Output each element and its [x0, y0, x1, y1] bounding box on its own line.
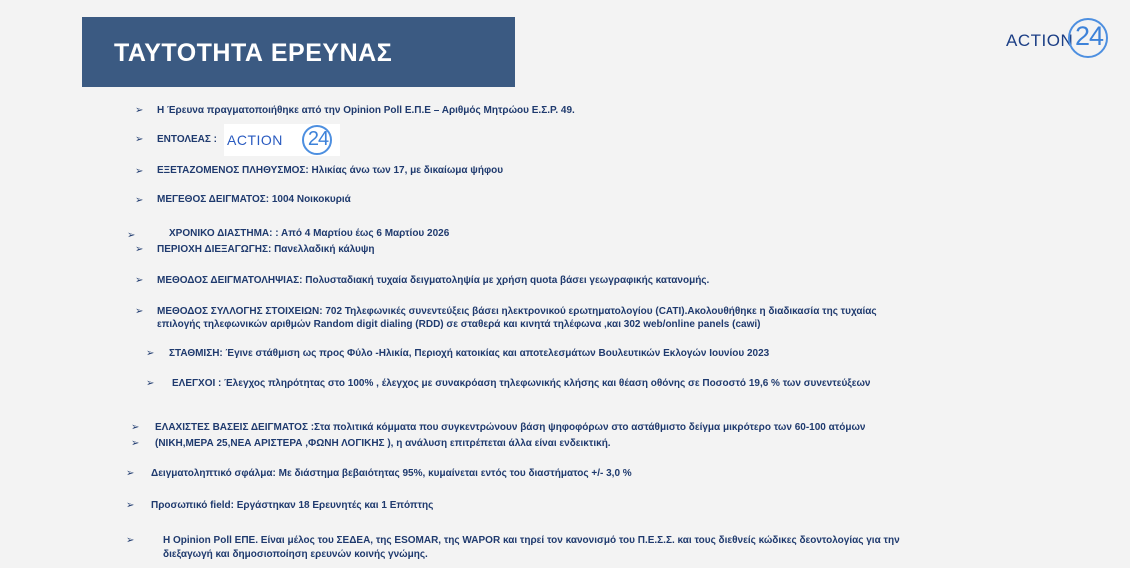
logo-word: ACTION	[1006, 31, 1074, 50]
arrow-bullet-icon: ➢	[131, 438, 140, 449]
client-label: ΕΝΤΟΛΕΑΣ :	[157, 134, 217, 145]
sampling-method-line: ΜΕΘΟΔΟΣ ΔΕΙΓΜΑΤΟΛΗΨΙΑΣ: Πολυσταδιακή τυχαία δειγματοληψία με χρήση quota βάσει γεωγραφικής κατανομής.	[157, 275, 710, 286]
min-sample-bases-line-2: (ΝΙΚΗ,ΜΕΡΑ 25,ΝΕΑ ΑΡΙΣΤΕΡΑ ,ΦΩΝΗ ΛΟΓΙΚΗΣ ), η ανάλυση επιτρέπεται άλλα είναι ενδεικτική.	[155, 438, 611, 449]
arrow-bullet-icon: ➢	[135, 195, 144, 206]
client-logo-word: ACTION	[227, 132, 283, 148]
arrow-bullet-icon: ➢	[126, 500, 135, 511]
data-collection-line-1: ΜΕΘΟΔΟΣ ΣΥΛΛΟΓΗΣ ΣΤΟΙΧΕΙΩΝ: 702 Τηλεφωνικές συνεντεύξεις βάσει ηλεκτρονικού ερωτηματολογίου (CATI).Ακολουθήθηκε η διαδικασία της τυχαίας	[157, 306, 877, 317]
controls-line: ΕΛΕΓΧΟΙ : Έλεγχος πληρότητας στο 100% , έλεγχος με συνακρόαση τηλεφωνικής κλήσης και θέαση οθόνης σε Ποσοστό 19,6 % των συνεντεύξεων	[172, 378, 871, 389]
action24-logo	[1006, 18, 1110, 62]
slide-title: ΤΑΥΤΟΤΗΤΑ ΕΡΕΥΝΑΣ	[114, 39, 393, 67]
arrow-bullet-icon: ➢	[135, 166, 144, 177]
arrow-bullet-icon: ➢	[146, 348, 155, 359]
weighting-line: ΣΤΑΘΜΙΣΗ: Έγινε στάθμιση ως προς Φύλο -Ηλικία, Περιοχή κατοικίας και αποτελεσμάτων Βουλευτικών Εκλογών Ιουνίου 2023	[169, 348, 770, 359]
arrow-bullet-icon: ➢	[135, 306, 144, 317]
arrow-bullet-icon: ➢	[126, 468, 135, 479]
min-sample-bases-line-1: ΕΛΑΧΙΣΤΕΣ ΒΑΣΕΙΣ ΔΕΙΓΜΑΤΟΣ :Στα πολιτικά κόμματα που συγκεντρώνουν βάση ψηφοφόρων στο αστάθμιστο δείγμα μικρότερο των 60-100 ατόμων	[155, 422, 866, 433]
arrow-bullet-icon: ➢	[126, 535, 135, 546]
population-line: ΕΞΕΤΑΖΟΜΕΝΟΣ ΠΛΗΘΥΣΜΟΣ: Ηλικίας άνω των 17, με δικαίωμα ψήφου	[157, 165, 504, 176]
membership-line-1: Η Opinion Poll ΕΠΕ. Είναι μέλος του ΣΕΔΕΑ, της ESOMAR, της WAPOR και τηρεί τον κανονισμό του Π.Ε.Σ.Σ. και τους διεθνείς κώδικες δεοντολογίας για την	[163, 535, 900, 546]
sample-size-line: ΜΕΓΕΘΟΣ ΔΕΙΓΜΑΤΟΣ: 1004 Νοικοκυριά	[157, 194, 351, 205]
client-logo	[224, 124, 340, 156]
arrow-bullet-icon: ➢	[127, 230, 136, 241]
arrow-bullet-icon: ➢	[135, 105, 144, 116]
title-banner	[82, 17, 515, 87]
data-collection-line-2: επιλογής τηλεφωνικών αριθμών Random digit dialing (RDD) σε σταθερά και κινητά τηλέφωνα ,και 302 web/online panels (cawi)	[157, 319, 761, 330]
arrow-bullet-icon: ➢	[135, 244, 144, 255]
field-staff-line: Προσωπικό field: Εργάστηκαν 18 Ερευνητές και 1 Επόπτης	[151, 500, 434, 511]
time-period-line: ΧΡΟΝΙΚΟ ΔΙΑΣΤΗΜΑ: : Από 4 Μαρτίου έως 6 Μαρτίου 2026	[169, 228, 450, 239]
survey-company-line: Η Έρευνα πραγματοποιήθηκε από την Opinion Poll Ε.Π.Ε – Αριθμός Μητρώου Ε.Σ.Ρ. 49.	[157, 105, 575, 116]
region-line: ΠΕΡΙΟΧΗ ΔΙΕΞΑΓΩΓΗΣ: Πανελλαδική κάλυψη	[157, 244, 375, 255]
arrow-bullet-icon: ➢	[135, 275, 144, 286]
sampling-error-line: Δειγματοληπτικό σφάλμα: Με διάστημα βεβαιότητας 95%, κυμαίνεται εντός του διαστήματος +/- 3,0 %	[151, 468, 632, 479]
arrow-bullet-icon: ➢	[146, 378, 155, 389]
logo-number: 24	[1074, 21, 1104, 51]
arrow-bullet-icon: ➢	[135, 134, 144, 145]
membership-line-2: διεξαγωγή και δημοσιοποίηση ερευνών κοινής γνώμης.	[163, 549, 428, 560]
arrow-bullet-icon: ➢	[131, 422, 140, 433]
client-logo-number: 24	[307, 128, 329, 150]
